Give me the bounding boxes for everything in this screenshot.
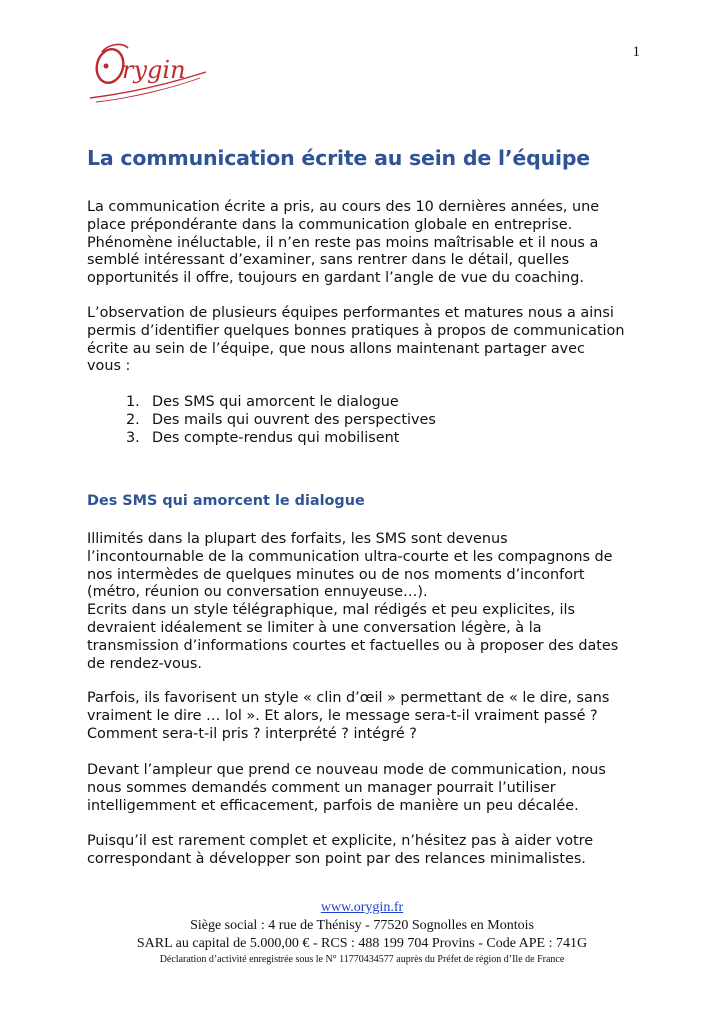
footer-declaration: Déclaration d’activité enregistrée sous le N° 11770434577 auprès du Préfet de région d’Ile de France <box>159 954 565 965</box>
section-text-4: Puisqu’il est rarement complet et explicite, n’hésitez pas à aider votre correspondant à développer son point par des relances minimalistes. <box>87 833 594 867</box>
topics-list <box>126 394 436 447</box>
document-title: La communication écrite au sein de l’équipe <box>87 146 590 170</box>
list-item <box>126 430 436 448</box>
intro-text-1: La communication écrite a pris, au cours des 10 dernières années, une place prépondérante dans la communication globale en entreprise. Phénomène inéluctable, il n’en reste pas moins maîtrisable et il nous a semblé intéressant d’examiner, sans rentrer dans le détail, quelles opportunités il offre, toujours en gardant l’angle de vue du coaching. <box>87 199 600 287</box>
footer-address: Siège social : 4 rue de Thénisy - 77520 Sognolles en Montois <box>190 918 534 933</box>
intro-text-2: L’observation de plusieurs équipes performantes et matures nous a ainsi permis d’identifier quelques bonnes pratiques à propos de communication écrite au sein de l’équipe, que nous allons maintenant partager avec vous : <box>87 305 625 375</box>
website-link[interactable]: www.orygin.fr <box>320 900 404 915</box>
orygin-logo <box>82 36 212 106</box>
section-paragraph-2 <box>87 690 647 743</box>
section-title: Des SMS qui amorcent le dialogue <box>87 493 365 509</box>
list-item <box>126 394 436 412</box>
intro-paragraph-1 <box>87 199 647 288</box>
list-number: 1. <box>126 394 140 410</box>
list-number: 3. <box>126 429 140 446</box>
page-footer <box>0 898 724 967</box>
svg-text:rygin: rygin <box>122 56 186 84</box>
list-item <box>126 412 436 430</box>
section-paragraph-3 <box>87 762 647 815</box>
list-text: Des mails qui ouvrent des perspectives <box>152 411 436 428</box>
intro-paragraph-2 <box>87 305 647 376</box>
footer-company-info: SARL au capital de 5.000,00 € - RCS : 488 199 704 Provins - Code APE : 741G <box>136 936 588 951</box>
list-text: Des SMS qui amorcent le dialogue <box>152 394 399 410</box>
page-number: 1 <box>632 44 640 60</box>
section-paragraph-1 <box>87 531 647 673</box>
section-text-1: Illimités dans la plupart des forfaits, les SMS sont devenus l’incontournable de la communication ultra-courte et les compagnons de nos intermèdes de quelques minutes ou de nos moments d’inconfort (métro, réunion ou conversation ennuyeuse…). Ecrits dans un style télégraphique, mal rédigés et peu explicites, ils devraient idéalement se limiter à une conversation légère, à la transmission d’informations courtes et factuelles ou à proposer des dates de rendez-vous. <box>87 531 619 672</box>
list-number: 2. <box>126 411 140 428</box>
section-text-2: Parfois, ils favorisent un style « clin d’œil » permettant de « le dire, sans vraiment le dire … lol ». Et alors, le message sera-t-il vraiment passé ? Comment sera-t-il pris ? interprété ? intégré ? <box>87 690 610 742</box>
section-paragraph-4 <box>87 833 647 869</box>
list-text: Des compte-rendus qui mobilisent <box>152 429 400 446</box>
section-text-3: Devant l’ampleur que prend ce nouveau mode de communication, nous nous sommes demandés comment un manager pourrait l’utiliser intelligemment et efficacement, parfois de manière un peu décalée. <box>87 762 606 814</box>
